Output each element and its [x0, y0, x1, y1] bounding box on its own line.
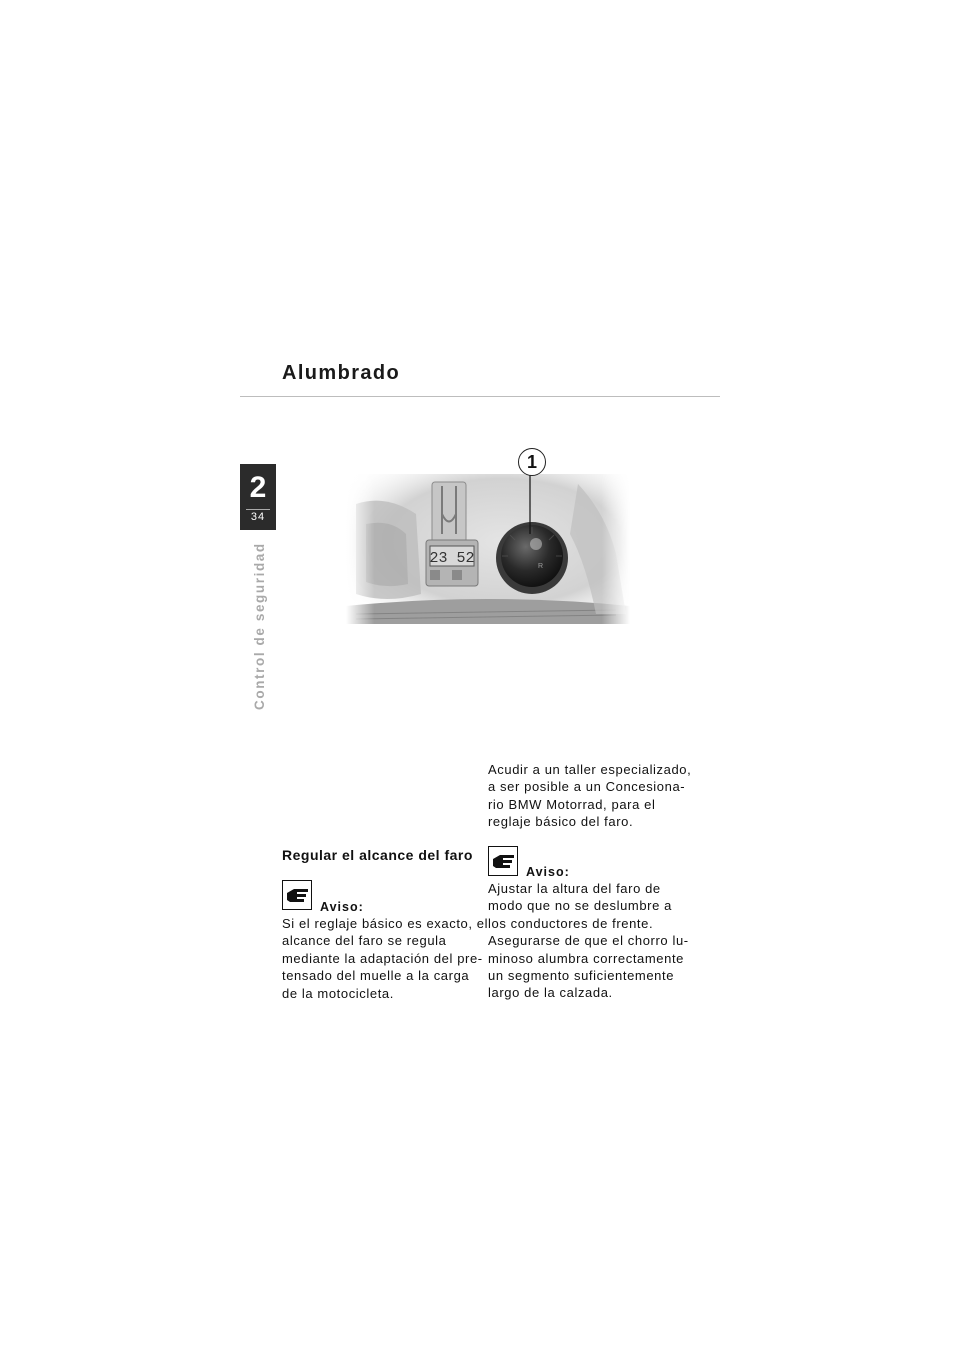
section-heading: Regular el alcance del faro [282, 847, 473, 863]
text-line: Si el reglaje básico es exacto, el [282, 916, 489, 931]
left-note-text [282, 915, 488, 1002]
page-title: Alumbrado [282, 362, 401, 384]
text-line: Acudir a un taller especializado, [488, 762, 692, 777]
text-line: Ajustar la altura del faro de [488, 881, 661, 896]
headlight-adjuster-photo [346, 474, 630, 624]
pointing-hand-note-icon [488, 846, 518, 876]
text-line: mediante la adaptación del pre- [282, 950, 483, 966]
page-number: 34 [250, 511, 266, 523]
text-line: Asegurarse de que el chorro lu- [488, 933, 689, 949]
text-line: de la motocicleta. [282, 985, 394, 1001]
text-line: tensado del muelle a la carga [282, 968, 470, 984]
title-divider [240, 396, 720, 397]
text-line: rio BMW Motorrad, para el [488, 796, 656, 812]
chapter-side-label: Control de seguridad [252, 542, 267, 710]
text-line: alcance del faro se regula [282, 933, 447, 949]
text-line: modo que no se deslumbre a [488, 898, 672, 914]
note-label: Aviso: [526, 865, 570, 879]
text-line: los conductores de frente. [488, 915, 654, 931]
chapter-tab [240, 464, 276, 530]
right-note-text [488, 880, 689, 1002]
text-line: un segmento suficientemente [488, 968, 675, 984]
chapter-number: 2 [249, 471, 267, 504]
text-line: minoso alumbra correctamente [488, 950, 684, 966]
chapter-divider [246, 509, 270, 510]
text-line: largo de la calzada. [488, 985, 613, 1001]
text-line: reglaje básico del faro. [488, 814, 634, 830]
pointing-hand-note-icon [282, 880, 312, 910]
note-label: Aviso: [320, 900, 364, 914]
text-line: a ser posible a un Concesiona- [488, 779, 686, 795]
figure-callout: 1 [518, 448, 546, 476]
right-intro-text [488, 761, 691, 831]
